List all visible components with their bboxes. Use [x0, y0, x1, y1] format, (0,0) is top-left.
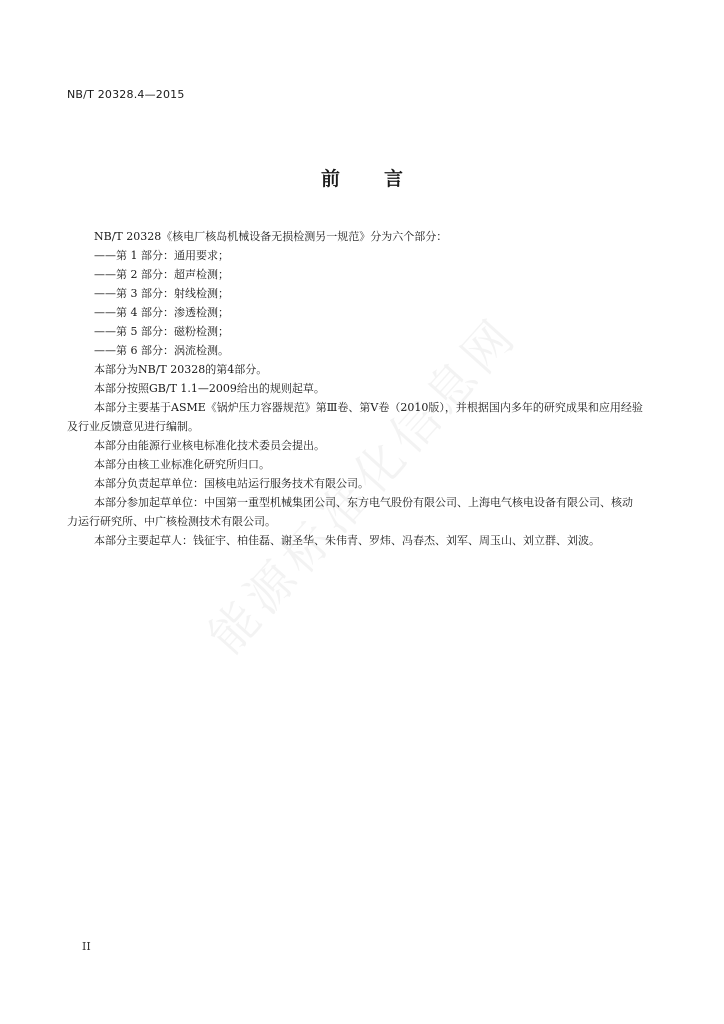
page-number: II [82, 940, 91, 953]
standard-number: NB/T 20328.4—2015 [67, 88, 185, 101]
preface-paragraph: 本部分由能源行业核电标准化技术委员会提出。 [94, 439, 325, 452]
part-list-item: ——第 1 部分：通用要求； [94, 249, 229, 262]
part-list-item: ——第 6 部分：涡流检测。 [94, 344, 229, 357]
page-title-char: 前 [320, 168, 340, 190]
preface-paragraph: 本部分主要起草人：钱征宇、柏佳磊、谢圣华、朱伟青、罗炜、冯春杰、刘军、周玉山、刘立群、刘波。 [94, 534, 600, 547]
preface-paragraph: 本部分负责起草单位：国核电站运行服务技术有限公司。 [94, 477, 369, 490]
preface-paragraph: 本部分参加起草单位：中国第一重型机械集团公司、东方电气股份有限公司、上海电气核电设备有限公司、核动力运行研究所、中广核检测技术有限公司。 [67, 496, 633, 528]
preface-paragraph: 本部分按照GB/T 1.1—2009给出的规则起草。 [94, 382, 325, 395]
part-list-item: ——第 5 部分：磁粉检测； [94, 325, 229, 338]
preface-paragraph: 本部分由核工业标准化研究所归口。 [94, 458, 270, 471]
page-title-char: 言 [384, 168, 404, 190]
preface-paragraph: 本部分主要基于ASME《锅炉压力容器规范》第Ⅲ卷、第Ⅴ卷（2010版），并根据国内多年的研究成果和应用经验及行业反馈意见进行编制。 [67, 401, 643, 433]
page-title [0, 164, 724, 191]
part-list-item: ——第 4 部分：渗透检测； [94, 306, 229, 319]
preface-paragraph: 本部分为NB/T 20328的第4部分。 [94, 363, 268, 376]
part-list-item: ——第 3 部分：射线检测； [94, 287, 229, 300]
preface-body [67, 227, 643, 550]
part-list-item: ——第 2 部分：超声检测； [94, 268, 229, 281]
preface-intro: NB/T 20328《核电厂核岛机械设备无损检测另一规范》分为六个部分： [94, 230, 448, 243]
